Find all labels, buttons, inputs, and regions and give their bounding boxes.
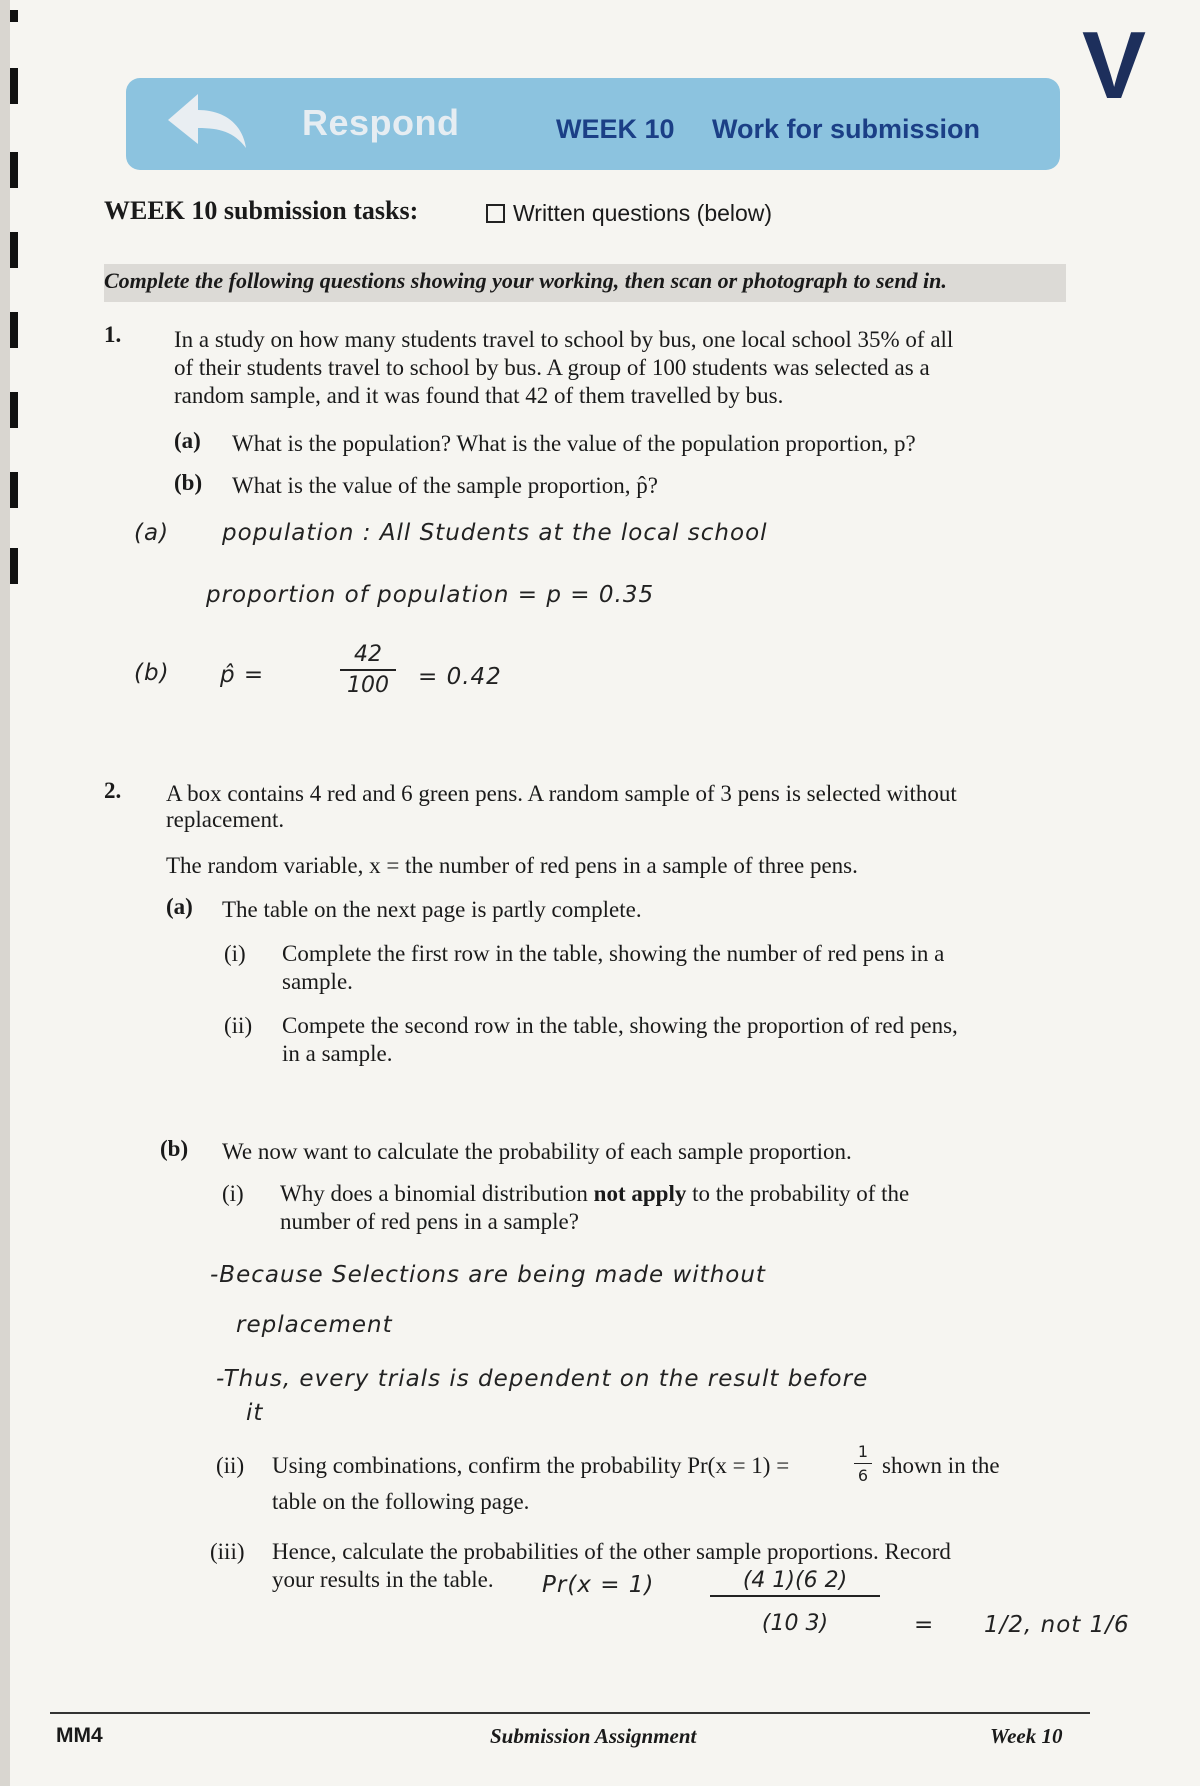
- footer-left: MM4: [56, 1724, 103, 1747]
- back-arrow-icon: [162, 90, 252, 154]
- q1-line-3: random sample, and it was found that 42 of them travelled by bus.: [174, 383, 784, 408]
- footer-center: Submission Assignment: [490, 1724, 697, 1748]
- q2-b-label: (b): [160, 1136, 189, 1161]
- q2-variable: The random variable, x = the number of red pens in a sample of three pens.: [166, 853, 858, 878]
- q2-hand-line4: it: [246, 1400, 264, 1426]
- banner-title: Work for submission: [712, 114, 981, 144]
- q2-b-ii-label: (ii): [216, 1453, 245, 1478]
- q2-b-ii-post: shown in the: [882, 1453, 1000, 1478]
- q1-hand-a-line1: population : All Students at the local school: [222, 520, 768, 546]
- q1-a-text: What is the population? What is the value of the population proportion, p?: [232, 431, 916, 456]
- q1-hand-a-line2: proportion of population = p = 0.35: [206, 582, 655, 608]
- q2-a-i-label: (i): [224, 941, 246, 966]
- worksheet-page: [10, 0, 1200, 1786]
- work-numerator: (4 1)(6 2): [742, 1568, 848, 1593]
- q2-hand-line1: -Because Selections are being made without: [210, 1262, 766, 1288]
- q2-b-iii-line2: your results in the table.: [272, 1567, 494, 1592]
- b-i-bold: not apply: [593, 1181, 687, 1206]
- q2-b-ii-pre: Using combinations, confirm the probability Pr(x = 1) =: [272, 1453, 790, 1478]
- q1-line-2: of their students travel to school by bus. A group of 100 students was selected as a: [174, 355, 930, 380]
- work-denominator: (10 3): [761, 1611, 829, 1636]
- fraction-denominator: 6: [857, 1466, 869, 1485]
- q2-b-text: We now want to calculate the probability of each sample proportion.: [222, 1139, 852, 1164]
- q1-b-text: What is the value of the sample proportion, p̂?: [232, 473, 659, 498]
- b-i-post: to the probability of the: [686, 1181, 910, 1206]
- q2-line-1: A box contains 4 red and 6 green pens. A random sample of 3 pens is selected without: [166, 781, 957, 806]
- q2-a-label: (a): [166, 894, 193, 919]
- corner-mark: V: [1082, 12, 1147, 119]
- tasks-heading: WEEK 10 submission tasks:: [104, 196, 419, 225]
- q2-a-i-line1: Complete the first row in the table, showing the number of red pens in a: [282, 941, 945, 966]
- checkbox-label: Written questions (below): [513, 200, 773, 226]
- fraction-numerator: 42: [354, 642, 382, 667]
- q2-a-text: The table on the next page is partly complete.: [222, 897, 642, 922]
- q2-hand-line3: -Thus, every trials is dependent on the result before: [216, 1366, 869, 1392]
- b-i-pre: Why does a binomial distribution: [280, 1181, 594, 1206]
- q2-a-ii-label: (ii): [224, 1013, 253, 1038]
- q1-number: 1.: [104, 322, 122, 347]
- q1-hand-b-label: (b): [134, 660, 170, 686]
- q1-hand-result: = 0.42: [418, 664, 502, 690]
- q2-b-ii-fraction: [854, 1442, 872, 1485]
- instructions: Complete the following questions showing your working, then scan or photograph to send in.: [104, 268, 947, 293]
- q1-b-label: (b): [174, 470, 203, 495]
- q1-line-1: In a study on how many students travel to school by bus, one local school 35% of all: [174, 327, 954, 352]
- q2-b-i-label: (i): [222, 1181, 244, 1206]
- q2-work-equals: =: [914, 1612, 935, 1638]
- q2-hand-line2: replacement: [236, 1312, 393, 1338]
- q2-b-i-line2: number of red pens in a sample?: [280, 1209, 579, 1234]
- q2-a-i-line2: sample.: [282, 969, 353, 994]
- q2-line-2: replacement.: [166, 807, 285, 832]
- q1-a-label: (a): [174, 428, 201, 453]
- q1-hand-fraction: [340, 642, 396, 698]
- checkbox-icon[interactable]: [486, 204, 505, 223]
- q2-work-result: 1/2, not 1/6: [984, 1612, 1130, 1638]
- q2-b-iii-label: (iii): [210, 1539, 245, 1564]
- header-banner: [126, 78, 1060, 170]
- q2-a-ii-line2: in a sample.: [282, 1041, 393, 1066]
- q2-b-i-line1: [280, 1180, 909, 1209]
- fraction-denominator: 100: [347, 673, 389, 698]
- q1-hand-phat: p̂ =: [220, 662, 265, 688]
- footer-divider: [50, 1712, 1090, 1714]
- respond-label: Respond: [302, 102, 460, 143]
- q2-b-ii-line2: table on the following page.: [272, 1489, 530, 1514]
- week-label: WEEK 10: [556, 114, 675, 144]
- q2-work-pr: Pr(x = 1): [542, 1572, 655, 1598]
- q1-hand-a-label: (a): [134, 520, 170, 546]
- q2-work-fraction: [710, 1568, 880, 1636]
- q2-a-ii-line1: Compete the second row in the table, showing the proportion of red pens,: [282, 1013, 958, 1038]
- q2-number: 2.: [104, 778, 122, 803]
- fraction-numerator: 1: [857, 1442, 869, 1461]
- q2-b-iii-line1: Hence, calculate the probabilities of the other sample proportions. Record: [272, 1539, 951, 1564]
- footer-right: Week 10: [990, 1724, 1063, 1748]
- tasks-checkbox-row: [486, 200, 772, 227]
